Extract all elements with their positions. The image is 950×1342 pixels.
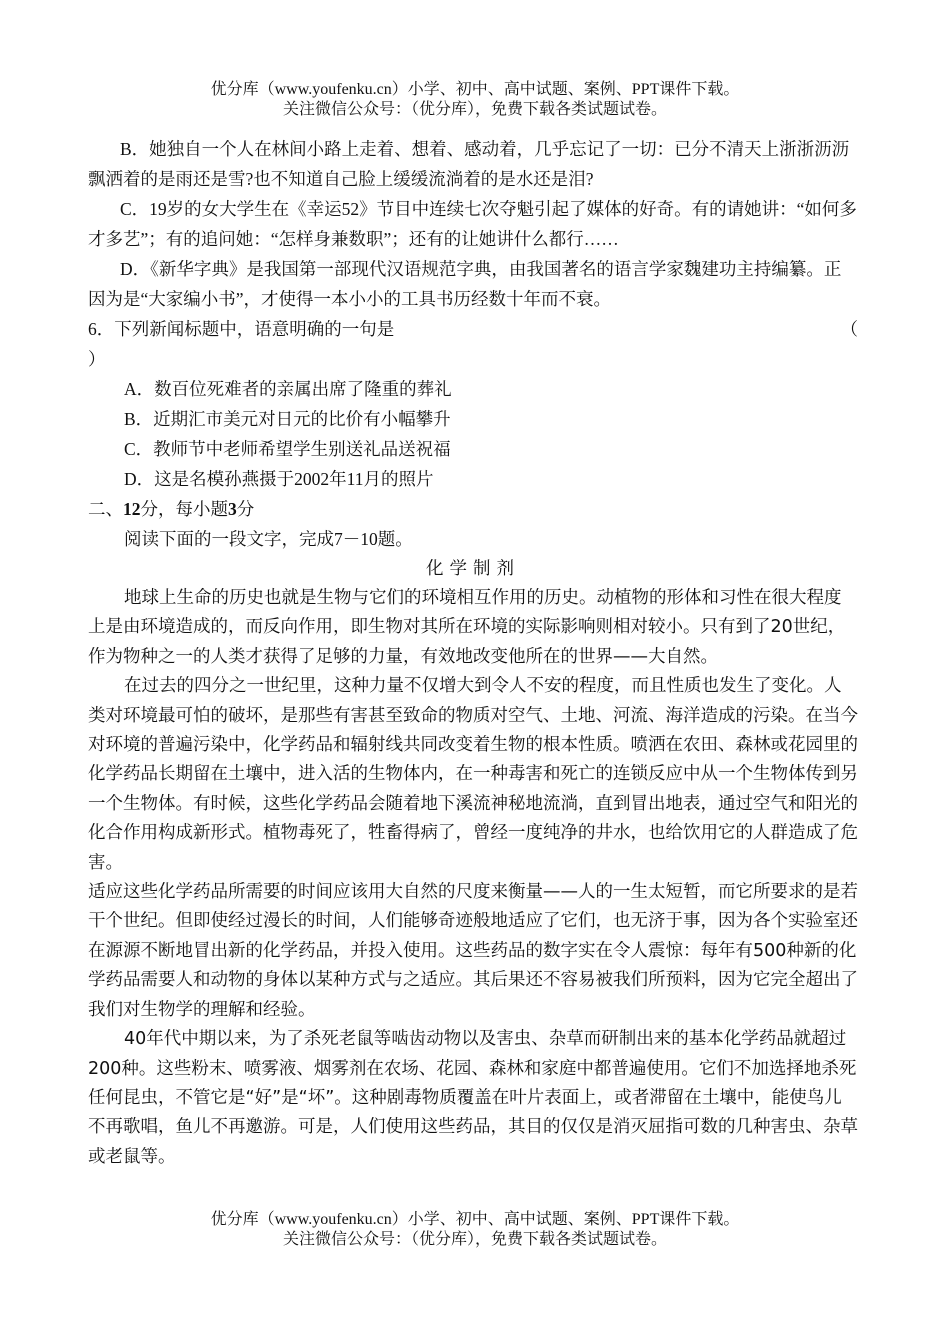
header-line-2: 关注微信公众号：（优分库），免费下载各类试题试卷。 <box>282 101 667 118</box>
q5-option-b: B．她独自一个人在林间小路上走着、想着、感动着，几乎忘记了一切：已分不清天上浙浙沥沥飘洒着的是雨还是雪?也不知道自己脸上缓缓流淌着的是水还是泪? <box>88 139 850 189</box>
article-paragraph-2: 在过去的四分之一世纪里，这种力量不仅增大到令人不安的程度，而且性质也发生了变化。人类对环境最可怕的破坏，是那些有害甚至致命的物质对空气、土地、河流、海洋造成的污染。在当今对环境的普遍污染中，化学药品和辐射线共同改变着生物的根本性质。喷洒在农田、森林或花园里的化学药品长期留在土壤中，进入活的生物体内，在一种毒害和死亡的连锁反应中从一个生物体传到另一个生物体。有时候，这些化学药品会随着地下溪流神秘地流淌，直到冒出地表，通过空气和阳光的化合作用构成新形式。植物毒死了，牲畜得病了，曾经一度纯净的井水，也给饮用它的人群造成了危害。 <box>88 676 858 873</box>
section-2-instruction: 阅读下面的一段文字，完成7－10题。 <box>124 529 413 549</box>
header-line-1: 优分库（www.youfenku.cn）小学、初中、高中试题、案例、PPT课件下载。 <box>210 81 740 98</box>
q6-answer-paren-open: （ <box>840 319 858 339</box>
q6-option-b: B．近期汇市美元对日元的比价有小幅攀升 <box>124 409 451 429</box>
page-content <box>88 134 858 1172</box>
q6-stem: 6．下列新闻标题中，语意明确的一句是 <box>88 319 395 339</box>
footer-line-1: 优分库（www.youfenku.cn）小学、初中、高中试题、案例、PPT课件下载。 <box>210 1211 740 1228</box>
article-paragraph-4: 40年代中期以来，为了杀死老鼠等啮齿动物以及害虫、杂草而研制出来的基本化学药品就超过200种。这些粉末、喷雾液、烟雾剂在农场、花园、森林和家庭中都普遍使用。它们不加选择地杀死任何昆虫，不管它是“好”是“坏”。这种剧毒物质覆盖在叶片表面上，或者滞留在土壤中，能使鸟儿不再歌唱，鱼儿不再邀游。可是，人们使用这些药品，其目的仅仅是消灭屈指可数的几种害虫、杂草或老鼠等。 <box>88 1029 858 1167</box>
q6-option-c: C．教师节中老师希望学生别送礼品送祝福 <box>124 439 451 459</box>
footer-line-2: 关注微信公众号：（优分库），免费下载各类试题试卷。 <box>282 1231 667 1248</box>
q6-answer-paren-close: ） <box>88 349 106 369</box>
article-title: 化学制剂 <box>426 559 520 579</box>
q5-option-d: D．《新华字典》是我国第一部现代汉语规范字典，由我国著名的语言学家魏建功主持编纂。正因为是“大家编小书”，才使得一本小小的工具书历经数十年而不衰。 <box>88 259 842 309</box>
section-2-mid: 分，每小题 <box>140 499 228 519</box>
q6-stem-row <box>88 314 858 344</box>
article-paragraph-3: 适应这些化学药品所需要的时间应该用大自然的尺度来衡量——人的一生太短暂，而它所要求的是若干个世纪。但即使经过漫长的时间，人们能够奇迹般地适应了它们，也无济于事，因为各个实验室还在源源不断地冒出新的化学药品，并投入使用。这些药品的数字实在令人震惊：每年有500种新的化学药品需要人和动物的身体以某种方式与之适应。其后果还不容易被我们所预料，因为它完全超出了我们对生物学的理解和经验。 <box>88 882 858 1020</box>
section-2-points: 12 <box>123 499 141 519</box>
q6-option-d: D．这是名模孙燕摄于2002年11月的照片 <box>124 469 434 489</box>
page-footer <box>0 1210 950 1250</box>
section-2-prefix: 二、 <box>88 499 123 519</box>
section-2-each-points: 3 <box>228 499 237 519</box>
article-paragraph-1: 地球上生命的历史也就是生物与它们的环境相互作用的历史。动植物的形体和习性在很大程度上是由环境造成的，而反向作用，即生物对其所在环境的实际影响则相对较小。只有到了20世纪，作为物种之一的人类才获得了足够的力量，有效地改变他所在的世界——大自然。 <box>88 588 846 667</box>
q6-option-a: A．数百位死难者的亲属出席了隆重的葬礼 <box>124 379 452 399</box>
section-2-heading <box>88 494 858 524</box>
q5-option-c: C．19岁的女大学生在《幸运52》节目中连续七次夺魁引起了媒体的好奇。有的请她讲：“如何多才多艺”；有的追问她：“怎样身兼数职”；还有的让她讲什么都行…… <box>88 199 857 249</box>
section-2-suffix: 分 <box>236 499 255 519</box>
page-header <box>0 80 950 120</box>
